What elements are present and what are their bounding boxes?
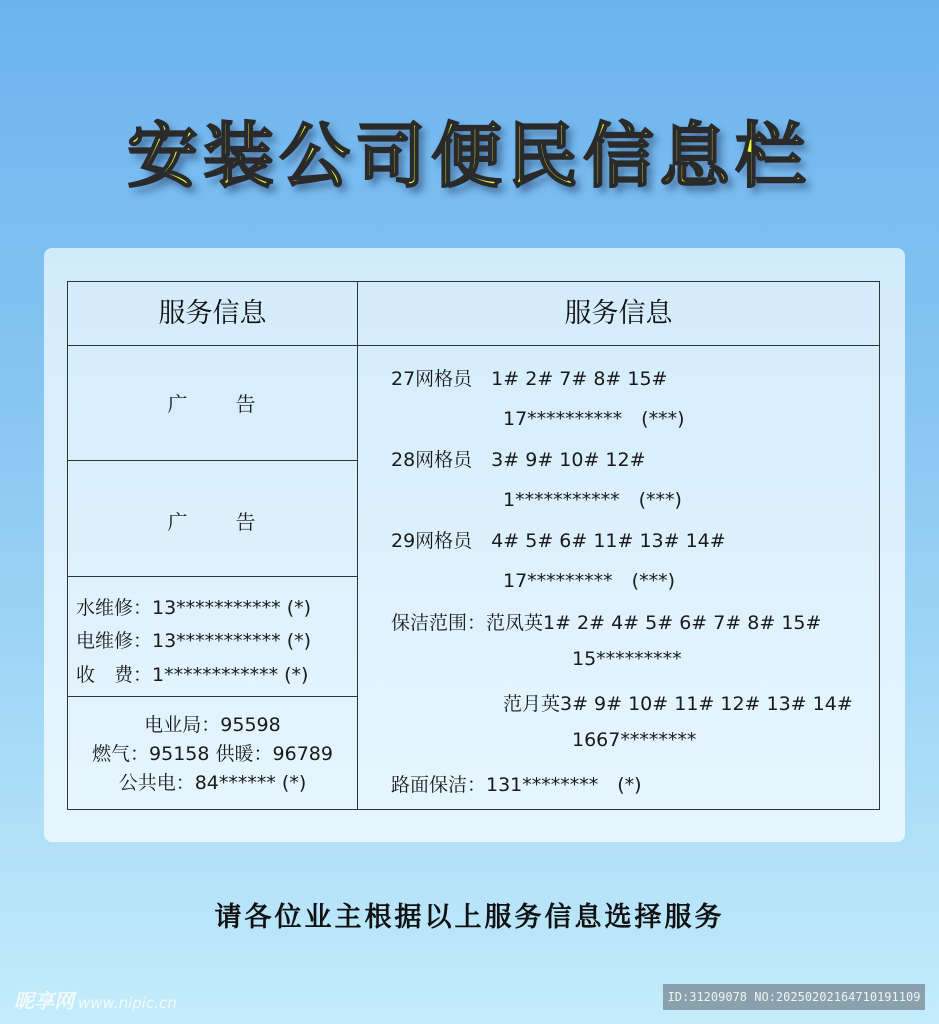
cleaner-2-phone: 1667********: [572, 729, 697, 751]
cleaning-scope-line: 保洁范围：范凤英1# 2# 4# 5# 6# 7# 8# 15#: [391, 612, 822, 634]
watermark-logo-text: 昵享网: [14, 989, 74, 1013]
ad-char-2: 告: [235, 510, 258, 534]
power-bureau-line: 电业局：95598: [144, 714, 281, 736]
public-power-line: 公共电：84****** (*): [118, 772, 307, 794]
fee-line: 收 费：1************ (*): [76, 664, 309, 686]
footer-notice: 请各位业主根据以上服务信息选择服务: [214, 902, 725, 933]
page-title: 安装公司便民信息栏: [127, 115, 812, 197]
watermark-url: www.nipic.cn: [78, 994, 177, 1012]
row-divider-3: [68, 696, 357, 697]
cleaner-2-line: 范月英3# 9# 10# 11# 12# 13# 14#: [503, 693, 853, 715]
grid-28-line: 28网格员 3# 9# 10# 12#: [391, 449, 646, 471]
info-table: [67, 281, 880, 810]
cleaner-1-phone: 15*********: [572, 648, 682, 670]
ad-slot-2: [68, 506, 357, 535]
right-column-header: 服务信息: [564, 298, 673, 329]
road-cleaning-line: 路面保洁：131******** (*): [391, 774, 642, 796]
row-divider-2: [68, 576, 357, 577]
grid-28-phone: 1*********** (***): [503, 489, 682, 511]
watermark-id: ID:31209078 NO:20250202164710191109: [663, 984, 925, 1010]
grid-29-line: 29网格员 4# 5# 6# 11# 13# 14#: [391, 530, 726, 552]
electric-repair-line: 电维修：13*********** (*): [76, 630, 312, 652]
watermark-logo: [14, 985, 177, 1014]
left-column-header: 服务信息: [158, 298, 267, 329]
ad-char-1: 广: [167, 510, 190, 534]
ad-slot-1: [68, 388, 357, 417]
grid-29-phone: 17********* (***): [503, 570, 676, 592]
water-repair-line: 水维修：13*********** (*): [76, 597, 312, 619]
grid-27-phone: 17********** (***): [503, 408, 685, 430]
ad-char-1: 广: [167, 392, 190, 416]
ad-char-2: 告: [235, 392, 258, 416]
gas-heating-line: 燃气：95158 供暖：96789: [92, 743, 333, 765]
grid-27-line: 27网格员 1# 2# 7# 8# 15#: [391, 368, 668, 390]
column-divider: [357, 282, 358, 809]
row-divider-1: [68, 460, 357, 461]
